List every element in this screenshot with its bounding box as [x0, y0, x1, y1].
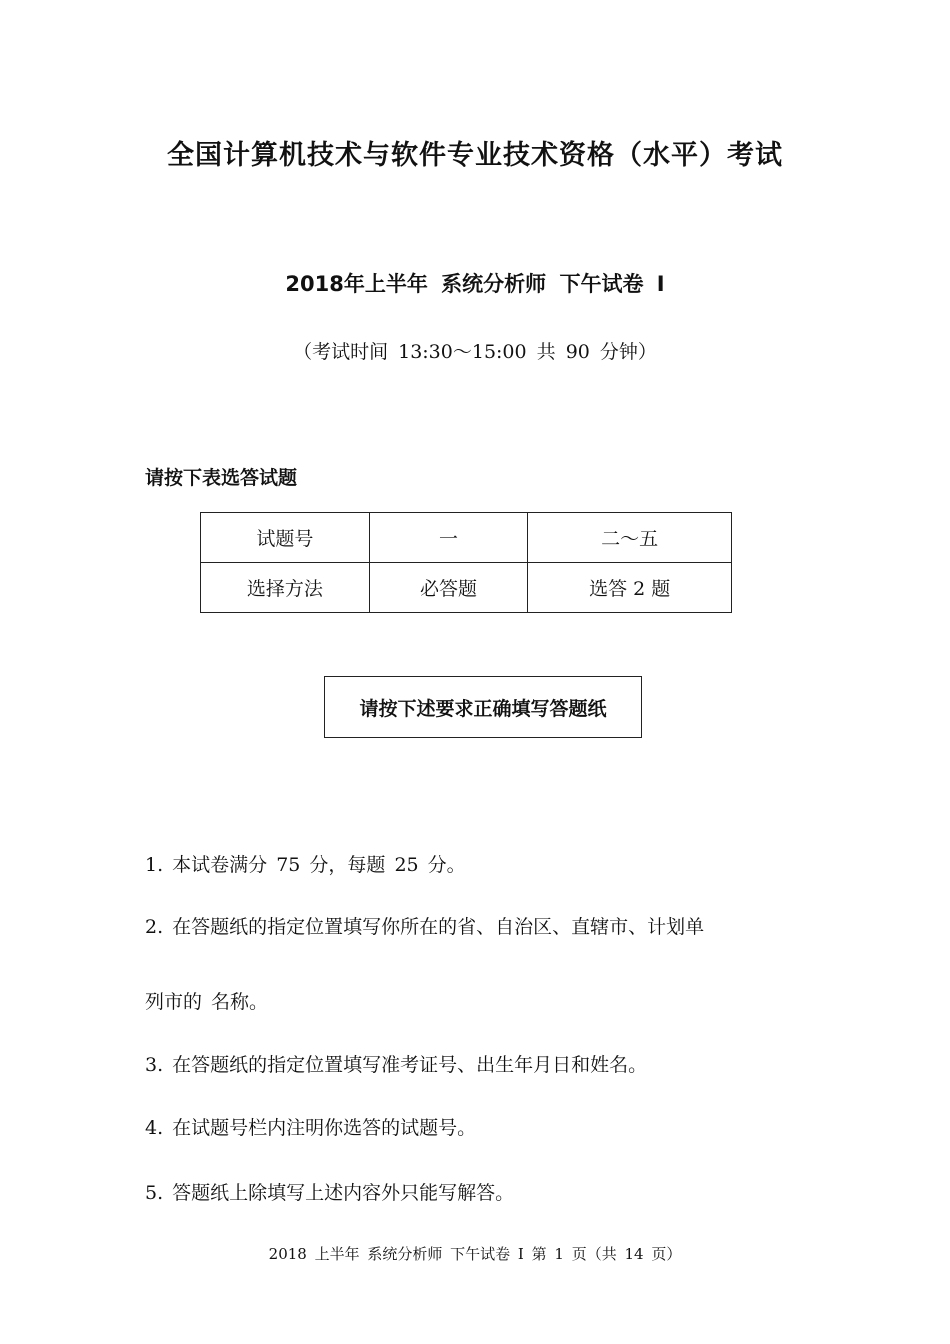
table-cell: 选择方法	[201, 563, 370, 613]
table-cell: 必答题	[369, 563, 528, 613]
instruction-item: 4. 在试题号栏内注明你选答的试题号。	[145, 1117, 477, 1139]
instruction-item: 列市的 名称。	[145, 991, 269, 1013]
document-title: 全国计算机技术与软件专业技术资格（水平）考试	[167, 140, 783, 171]
instruction-item: 5. 答题纸上除填写上述内容外只能写解答。	[145, 1182, 515, 1204]
instruction-item: 1. 本试卷满分 75 分，每题 25 分。	[145, 854, 466, 876]
table-cell: 二～五	[528, 513, 732, 563]
select-questions-heading: 请按下表选答试题	[145, 467, 298, 489]
page-footer: 2018 上半年 系统分析师 下午试卷 I 第 1 页（共 14 页）	[268, 1245, 682, 1263]
table-cell: 选答 2 题	[528, 563, 732, 613]
notice-text: 请按下述要求正确填写答题纸	[359, 697, 607, 720]
table-cell: 一	[369, 513, 528, 563]
exam-subtitle: 2018年上半年 系统分析师 下午试卷 I	[285, 272, 665, 296]
table-row	[201, 513, 732, 563]
instruction-item: 2. 在答题纸的指定位置填写你所在的省、自治区、直辖市、计划单	[145, 916, 705, 938]
answer-sheet-notice-box	[324, 676, 642, 738]
question-selection-table	[200, 512, 732, 613]
instruction-item: 3. 在答题纸的指定位置填写准考证号、出生年月日和姓名。	[145, 1054, 648, 1076]
exam-time: （考试时间 13:30～15:00 共 90 分钟）	[293, 341, 657, 363]
table-row	[201, 563, 732, 613]
table-cell: 试题号	[201, 513, 370, 563]
